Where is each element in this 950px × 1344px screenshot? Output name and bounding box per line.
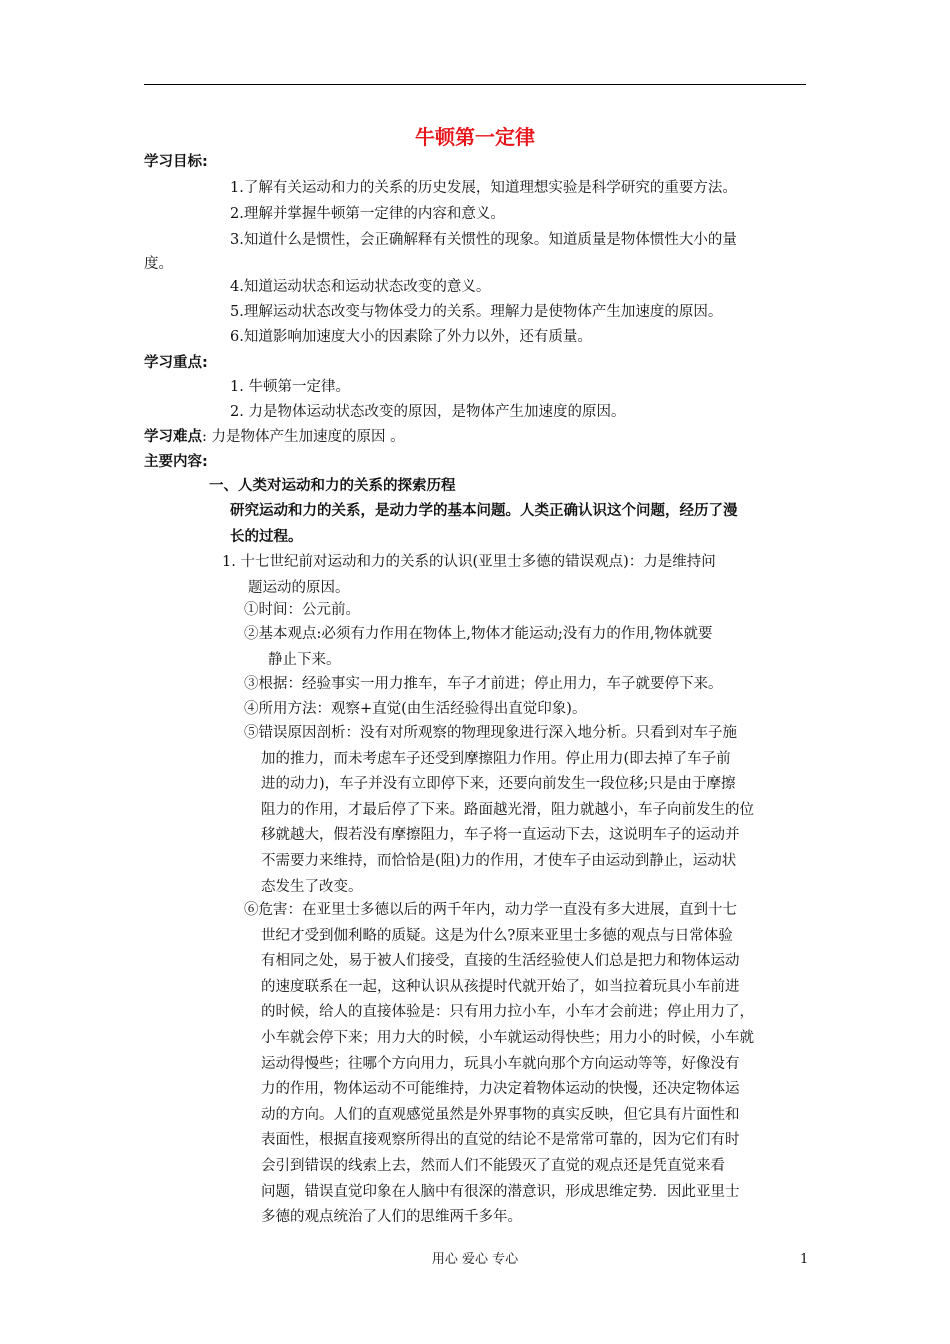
point-line: 态发生了改变。 <box>261 878 363 895</box>
item1-line: 1. 十七世纪前对运动和力的关系的认识(亚里士多德的错误观点)：力是维持问 <box>222 554 716 570</box>
point-line: ⑤错误原因剖析：没有对所观察的物理现象进行深入地分析。只看到对车子施 <box>244 725 737 741</box>
point-method: ④所用方法：观察+直觉(由生活经验得出直觉印象)。 <box>244 701 587 717</box>
point-line: ②基本观点:必须有力作用在物体上,物体才能运动;没有力的作用,物体就要 <box>244 626 713 642</box>
point-line: 多德的观点统治了人们的思维两千多年。 <box>261 1209 522 1226</box>
point-line: 不需要力来维持，而恰恰是(阻)力的作用，才使车子由运动到静止，运动状 <box>261 852 737 869</box>
point-line: 力的作用，物体运动不可能维持，力决定着物体运动的快慢，还决定物体运 <box>261 1081 740 1098</box>
intro-line: 研究运动和力的关系，是动力学的基本问题。人类正确认识这个问题，经历了漫 <box>230 503 738 519</box>
point-line: 静止下来。 <box>268 651 341 668</box>
point-basic-view <box>244 622 713 673</box>
footer-motto: 用心 爱心 专心 <box>431 1252 519 1267</box>
difficulty-heading: 学习难点 <box>144 429 202 445</box>
difficulty-line: 学习难点: 力是物体产生加速度的原因 。 <box>144 429 405 445</box>
point-line: 的时候，给人的直接体验是：只有用力拉小车，小车才会前进；停止用力了， <box>261 1004 754 1021</box>
difficulty-text: 力是物体产生加速度的原因 。 <box>211 429 405 445</box>
objective-item: 2.理解并掌握牛顿第一定律的内容和意义。 <box>230 206 505 222</box>
point-line: 表面性，根据直接观察所得出的直觉的结论不是常常可靠的，因为它们有时 <box>261 1132 740 1149</box>
point-line: 移就越大，假若没有摩擦阻力，车子将一直运动下去，这说明车子的运动并 <box>261 827 740 844</box>
key-point-item: 1. 牛顿第一定律。 <box>230 379 350 395</box>
objective-item: 6.知道影响加速度大小的因素除了外力以外，还有质量。 <box>230 329 592 345</box>
main-heading: 主要内容: <box>144 454 208 470</box>
point-line: 有相同之处，易于被人们接受，直接的生活经验使人们总是把力和物体运动 <box>261 953 740 970</box>
intro-line: 长的过程。 <box>230 528 303 545</box>
page-title: 牛顿第一定律 <box>415 125 535 149</box>
objectives-heading: 学习目标: <box>144 154 208 170</box>
point-line: 进的动力)，车子并没有立即停下来，还要向前发生一段位移;只是由于摩擦 <box>261 776 736 793</box>
key-points-heading: 学习重点: <box>144 355 208 371</box>
objective-item: 5.理解运动状态改变与物体受力的关系。理解力是使物体产生加速度的原因。 <box>230 304 723 320</box>
header-rule <box>144 84 806 85</box>
point-line: 动的方向。人们的直观感觉虽然是外界事物的真实反映，但它具有片面性和 <box>261 1106 740 1123</box>
point-line: 运动得慢些；往哪个方向用力，玩具小车就向那个方向运动等等，好像没有 <box>261 1055 740 1072</box>
point-line: ⑥危害：在亚里士多德以后的两千年内，动力学一直没有多大进展，直到十七 <box>244 902 737 918</box>
point-line: 世纪才受到伽利略的质疑。这是为什么?原来亚里士多德的观点与日常体验 <box>261 927 733 944</box>
objective-item: 1.了解有关运动和力的关系的历史发展，知道理想实验是科学研究的重要方法。 <box>230 180 737 196</box>
section-intro <box>230 499 738 550</box>
point-error-analysis <box>244 721 754 900</box>
point-line: 小车就会停下来；用力大的时候，小车就运动得快些；用力小的时候，小车就 <box>261 1029 754 1046</box>
objective-item: 4.知道运动状态和运动状态改变的意义。 <box>230 279 491 295</box>
point-line: 会引到错误的线索上去，然而人们不能毁灭了直觉的观点还是凭直觉来看 <box>261 1157 725 1174</box>
point-line: 阻力的作用，才最后停了下来。路面越光滑，阻力就越小，车子向前发生的位 <box>261 801 754 818</box>
point-basis: ③根据：经验事实一用力推车，车子才前进；停止用力，车子就要停下来。 <box>244 676 723 692</box>
point-line: 问题，错误直觉印象在人脑中有很深的潜意识，形成思维定势．因此亚里士 <box>261 1183 740 1200</box>
objective-item: 3.知道什么是惯性，会正确解释有关惯性的现象。知道质量是物体惯性大小的量 <box>230 232 737 248</box>
point-line: 的速度联系在一起，这种认识从孩提时代就开始了，如当拉着玩具小车前进 <box>261 978 740 995</box>
list-item-1 <box>222 550 716 601</box>
point-time: ①时间：公元前。 <box>244 602 360 618</box>
key-point-item: 2. 力是物体运动状态改变的原因，是物体产生加速度的原因。 <box>230 404 626 420</box>
objective-item-cont: 度。 <box>144 256 173 272</box>
section-title: 一、人类对运动和力的关系的探索历程 <box>209 478 456 494</box>
point-line: 加的推力，而未考虑车子还受到摩擦阻力作用。停止用力(即去掉了车子前 <box>261 750 731 767</box>
item1-line: 题运动的原因。 <box>248 579 350 596</box>
point-harm <box>244 898 754 1231</box>
page-number: 1 <box>800 1252 809 1267</box>
